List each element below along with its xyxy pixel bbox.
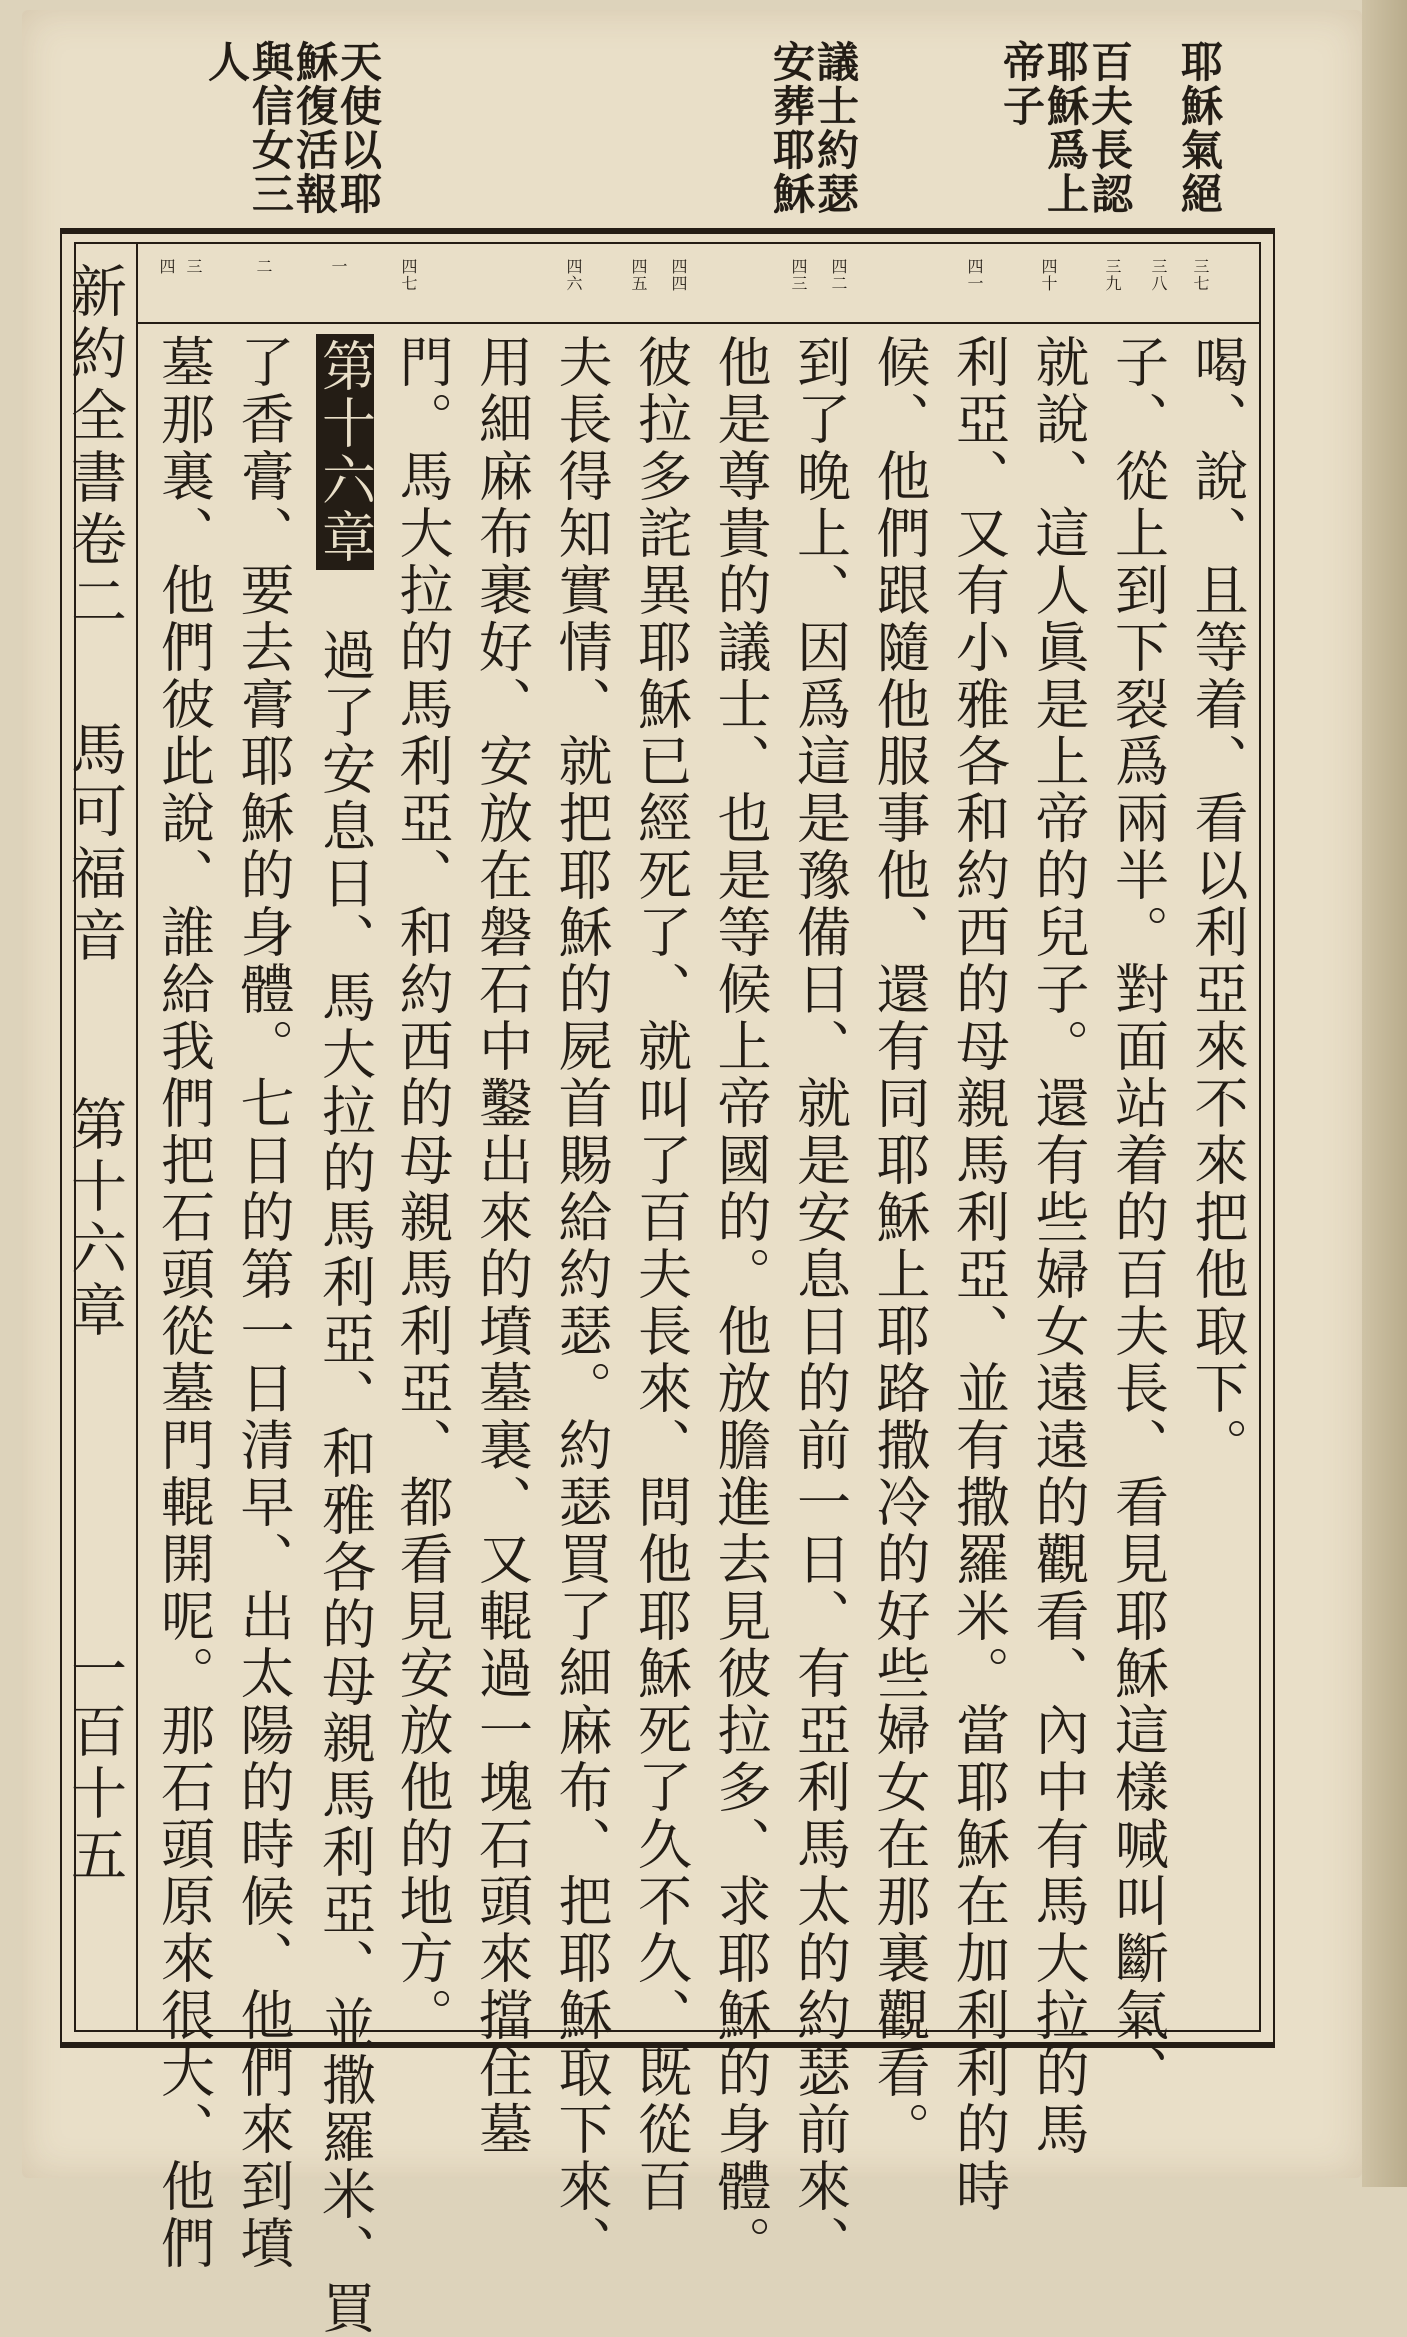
verse-number: 四四 (669, 258, 688, 292)
margin-note-2 (997, 40, 1134, 220)
text-column: 用細麻布裹好、安放在磐石中鑿出來的墳墓裏、又輥過一塊石頭來擋住墓 (470, 334, 534, 2158)
verse-number: 三七 (1191, 258, 1210, 292)
verse-number: 四七 (399, 258, 418, 292)
verse-number: 四五 (629, 258, 648, 292)
text-column: 利亞、又有小雅各和約西的母親馬利亞、並有撒羅米。當耶穌在加利利的時 (947, 334, 1011, 2215)
text-column: 了香膏、要去膏耶穌的身體。七日的第一日清早、出太陽的時候、他們來到墳 (232, 334, 295, 2272)
text-column: 子、從上到下裂爲兩半。對面站着的百夫長、看見耶穌這樣喊叫斷氣、 (1106, 334, 1170, 2101)
verse-number: 三 (184, 258, 203, 275)
margin-note-1: 耶穌氣絕 (1175, 40, 1224, 216)
text-column: 夫長得知實情、就把耶穌的屍首賜給約瑟。約瑟買了細麻布、把耶穌取下來、 (550, 334, 613, 2272)
running-book-title: 新約全書卷二 (62, 262, 127, 634)
text-column: 彼拉多詫異耶穌已經死了、就叫了百夫長來、問他耶穌死了久不久、既從百 (629, 334, 693, 2215)
verse-number: 四十 (1039, 258, 1058, 292)
verse-number: 四 (157, 258, 176, 275)
text-column: 墓那裏、他們彼此說、誰給我們把石頭從墓門輥開呢。那石頭原來很大、他們 (152, 334, 216, 2272)
verse-number: 四一 (965, 258, 984, 292)
margin-note-column: 穌復活報 (290, 40, 339, 216)
margin-note-column: 帝子 (997, 40, 1046, 128)
chapter-heading: 第十六章 (316, 334, 374, 570)
verse-number: 四六 (564, 258, 583, 292)
running-gospel-title: 馬可福音 (62, 720, 127, 968)
sidebar-rule (136, 244, 138, 2030)
text-column: 候、他們跟隨他服事他、還有同耶穌上耶路撒冷的好些婦女在那裏觀看。 (868, 334, 931, 2158)
text-column-rest: 過了安息日、馬大拉的馬利亞、和雅各的母親馬利亞、並撒羅米、買 (313, 570, 377, 2337)
text-column (313, 334, 377, 2337)
text-column: 到了晚上、因爲這是豫備日、就是安息日的前一日、有亞利馬太的約瑟前來、 (788, 334, 852, 2272)
margin-note-column: 天使以耶 (334, 40, 383, 216)
book-spine (1362, 0, 1407, 2187)
margin-note-column: 人 (202, 40, 251, 84)
margin-note-column: 議士約瑟 (811, 40, 860, 216)
text-column: 他是尊貴的議士、也是等候上帝國的。他放膽進去見彼拉多、求耶穌的身體。 (709, 334, 772, 2272)
margin-note-column: 耶穌爲上 (1041, 40, 1090, 216)
verse-number: 四二 (829, 258, 848, 292)
running-chapter: 第十六章 (62, 1095, 127, 1343)
margin-note-column: 與信女三 (246, 40, 295, 216)
margin-note-4 (202, 40, 383, 216)
verse-number: 一 (329, 258, 348, 275)
verse-number: 三九 (1103, 258, 1122, 292)
verse-number: 四三 (789, 258, 808, 292)
text-column: 就說、這人眞是上帝的兒子。還有些婦女遠遠的觀看、內中有馬大拉的馬 (1027, 334, 1090, 2158)
verse-number-band (136, 244, 1260, 324)
margin-note-3 (767, 40, 860, 216)
margin-note-column: 安葬耶穌 (767, 40, 816, 216)
text-column: 門。馬大拉的馬利亞、和約西的母親馬利亞、都看見安放他的地方。 (391, 334, 454, 2044)
verse-number: 三八 (1149, 258, 1168, 292)
verse-number: 二 (254, 258, 273, 275)
margin-note-column: 百夫長認 (1085, 40, 1134, 216)
page-number: 一百十五 (62, 1640, 127, 1888)
text-column: 喝、說、且等着、看以利亞來不來把他取下。 (1186, 334, 1249, 1474)
